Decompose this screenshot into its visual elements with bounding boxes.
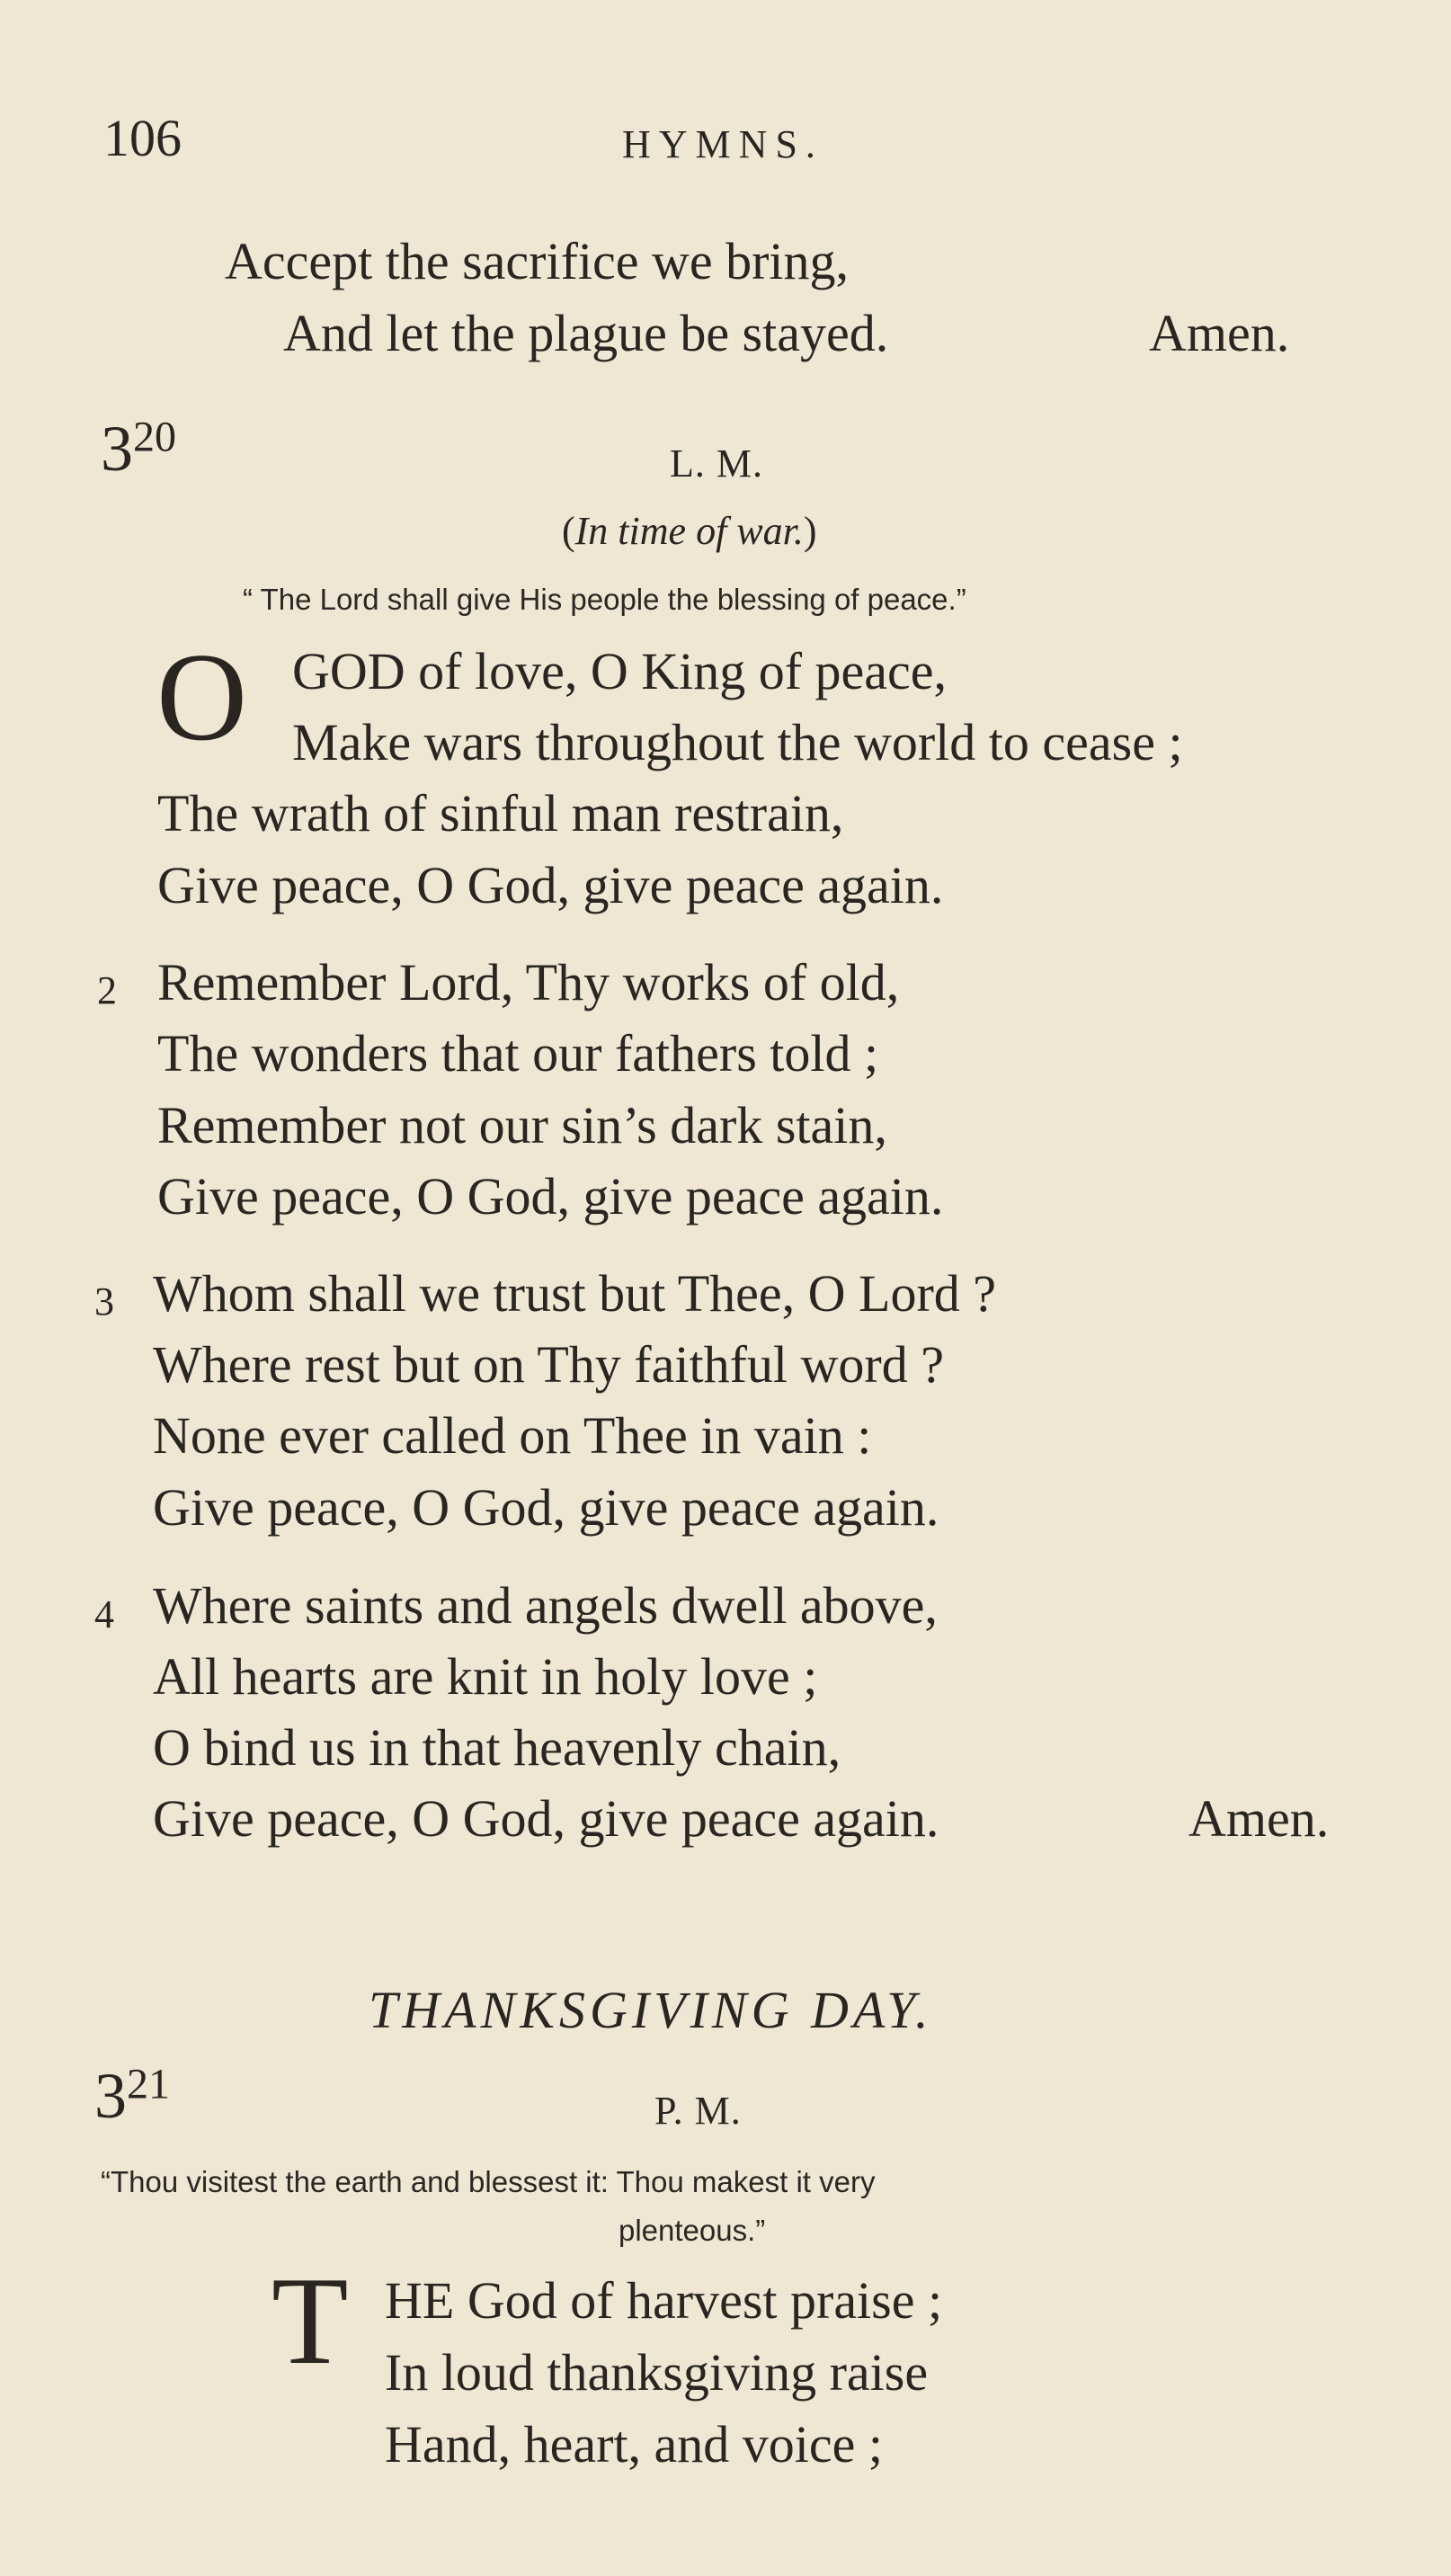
verse-1-line-2: Make wars throughout the world to cease ; (292, 713, 1183, 771)
occasion-text: In time of war. (574, 509, 804, 553)
verse-2-line-2: The wonders that our fathers told ; (157, 1024, 879, 1083)
hymn-number-320 (101, 412, 176, 486)
verse-3-line-1: Whom shall we trust but Thee, O Lord ? (153, 1264, 996, 1323)
verse-3-line-4: Give peace, O God, give peace again. (153, 1478, 939, 1537)
running-head: HYMNS. (622, 122, 823, 166)
hymn-occasion (562, 508, 817, 554)
hymn-number-superscript: 20 (133, 413, 176, 461)
hymn-321-line-2: In loud thanksgiving raise (385, 2343, 929, 2402)
hymn-321-line-1: HE God of harvest praise ; (385, 2271, 943, 2330)
prev-hymn-amen: Amen. (1149, 304, 1290, 362)
verse-number-2: 2 (97, 968, 117, 1012)
verse-1-line-4: Give peace, O God, give peace again. (157, 856, 944, 914)
verse-1-line-1: GOD of love, O King of peace, (292, 642, 948, 700)
verse-number-4: 4 (94, 1592, 114, 1636)
page-number: 106 (103, 109, 182, 167)
drop-cap-o: O (156, 628, 248, 767)
verse-number-3: 3 (94, 1279, 114, 1324)
verse-2-line-4: Give peace, O God, give peace again. (157, 1167, 944, 1226)
verse-4-line-2: All hearts are knit in holy love ; (153, 1647, 818, 1706)
verse-4-line-4: Give peace, O God, give peace again. (153, 1789, 939, 1848)
verse-4-line-3: O bind us in that heavenly chain, (153, 1718, 841, 1777)
hymn-epigraph-line-1: “Thou visitest the earth and blessest it: Thou makest it very (101, 2165, 876, 2198)
prev-hymn-line-1: Accept the sacrifice we bring, (225, 232, 850, 290)
hymn-number-superscript: 21 (127, 2060, 170, 2108)
hymn-number-321 (94, 2059, 170, 2134)
drop-cap-t: T (272, 2251, 349, 2391)
hymn-epigraph-line-2: plenteous.” (619, 2214, 766, 2247)
prev-hymn-line-2: And let the plague be stayed. (283, 304, 889, 362)
verse-2-line-1: Remember Lord, Thy works of old, (157, 953, 900, 1012)
hymn-320-amen: Amen. (1188, 1789, 1330, 1848)
occasion-open-paren: ( (562, 509, 575, 553)
hymn-meter: L. M. (670, 441, 763, 486)
hymn-number-main: 3 (94, 2060, 127, 2132)
verse-2-line-3: Remember not our sin’s dark stain, (157, 1096, 887, 1154)
verse-4-line-1: Where saints and angels dwell above, (153, 1576, 938, 1635)
hymn-meter: P. M. (654, 2089, 742, 2133)
occasion-close-paren: ) (803, 509, 817, 553)
hymn-epigraph: “ The Lord shall give His people the blessing of peace.” (243, 583, 966, 616)
verse-3-line-3: None ever called on Thee in vain : (153, 1406, 872, 1465)
section-heading: THANKSGIVING DAY. (369, 1981, 933, 2039)
verse-1-line-3: The wrath of sinful man restrain, (157, 784, 844, 842)
hymn-number-main: 3 (101, 413, 133, 485)
verse-3-line-2: Where rest but on Thy faithful word ? (153, 1335, 944, 1394)
hymn-321-line-3: Hand, heart, and voice ; (385, 2415, 884, 2473)
